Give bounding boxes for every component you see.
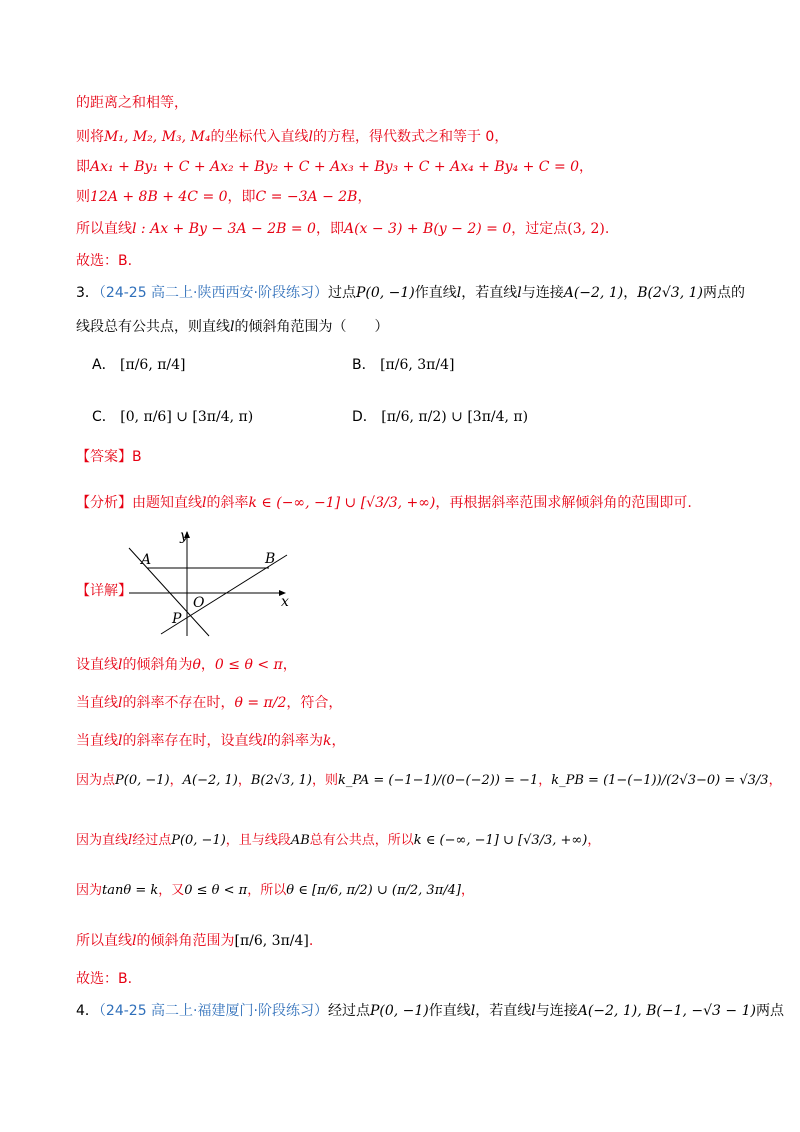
label-x: x xyxy=(281,594,289,610)
label-b: B xyxy=(265,551,276,567)
text-line: 即Ax₁ + By₁ + C + Ax₂ + By₂ + C + Ax₃ + By₃ + C + Ax₄ + By₄ + C = 0， xyxy=(76,159,594,175)
analysis-line: 【分析】由题知直线l的斜率k ∈ (−∞, −1] ∪ [√3/3, +∞)，再根据斜率范围求解倾斜角的范围即可. xyxy=(76,495,692,511)
solution-line: 当直线l的斜率存在时，设直线l的斜率为k， xyxy=(76,733,346,749)
solution-line: 设直线l的倾斜角为θ，0 ≤ θ < π， xyxy=(76,657,297,673)
question-3-stem-line2: 线段总有公共点，则直线l的倾斜角范围为（ ） xyxy=(76,319,389,335)
text-line: 则12A + 8B + 4C = 0，即C = −3A − 2B， xyxy=(76,189,372,205)
detail-label: 【详解】 xyxy=(76,583,132,599)
label-o: O xyxy=(193,595,205,611)
coordinate-figure xyxy=(125,528,300,640)
solution-line: 因为直线l经过点P(0, −1)，且与线段AB总有公共点，所以k ∈ (−∞, −1] ∪ [√3/3, +∞)， xyxy=(76,833,601,848)
text-line: 故选：B. xyxy=(76,253,133,269)
solution-line: 因为tanθ = k，又0 ≤ θ < π，所以θ ∈ [π/6, π/2) ∪ (π/2, 3π/4]， xyxy=(76,883,474,898)
question-3-stem: 3．（24-25 高二上·陕西西安·阶段练习）过点P(0, −1)作直线l，若直线l与连接A(−2, 1)，B(2√3, 1)两点的 xyxy=(76,285,745,301)
label-y: y xyxy=(180,528,188,544)
question-4-stem: 4．（24-25 高二上·福建厦门·阶段练习）经过点P(0, −1)作直线l，若直线l与连接A(−2, 1), B(−1, −√3 − 1)两点 xyxy=(76,1003,784,1019)
answer-line: 【答案】B xyxy=(76,449,142,465)
option-d: D． [π/6, π/2) ∪ [3π/4, π) xyxy=(352,409,529,425)
question-source: （24-25 高二上·陕西西安·阶段练习） xyxy=(98,285,328,301)
label-a: A xyxy=(141,552,152,568)
option-b: B． [π/6, 3π/4] xyxy=(352,357,455,373)
solution-line: 当直线l的斜率不存在时，θ = π/2，符合， xyxy=(76,695,343,711)
solution-line: 所以直线l的倾斜角范围为[π/6, 3π/4]. xyxy=(76,933,314,949)
option-c: C． [0, π/6] ∪ [3π/4, π) xyxy=(92,409,254,425)
option-a: A． [π/6, π/4] xyxy=(92,357,186,373)
text-line: 所以直线l : Ax + By − 3A − 2B = 0，即A(x − 3) + B(y − 2) = 0，过定点(3, 2). xyxy=(76,221,610,237)
solution-line: 故选：B. xyxy=(76,971,133,987)
question-source: （24-25 高二上·福建厦门·阶段练习） xyxy=(98,1003,328,1019)
text-line: 的距离之和相等， xyxy=(76,95,188,111)
solution-line: 因为点P(0, −1)，A(−2, 1)，B(2√3, 1)，则k_PA = (−1−1)/(0−(−2)) = −1，k_PB = (1−(−1))/(2√3−0) = √3/3， xyxy=(76,773,782,788)
label-p: P xyxy=(172,611,182,627)
text-line: 则将M₁, M₂, M₃, M₄的坐标代入直线l的方程，得代数式之和等于 0， xyxy=(76,129,509,145)
